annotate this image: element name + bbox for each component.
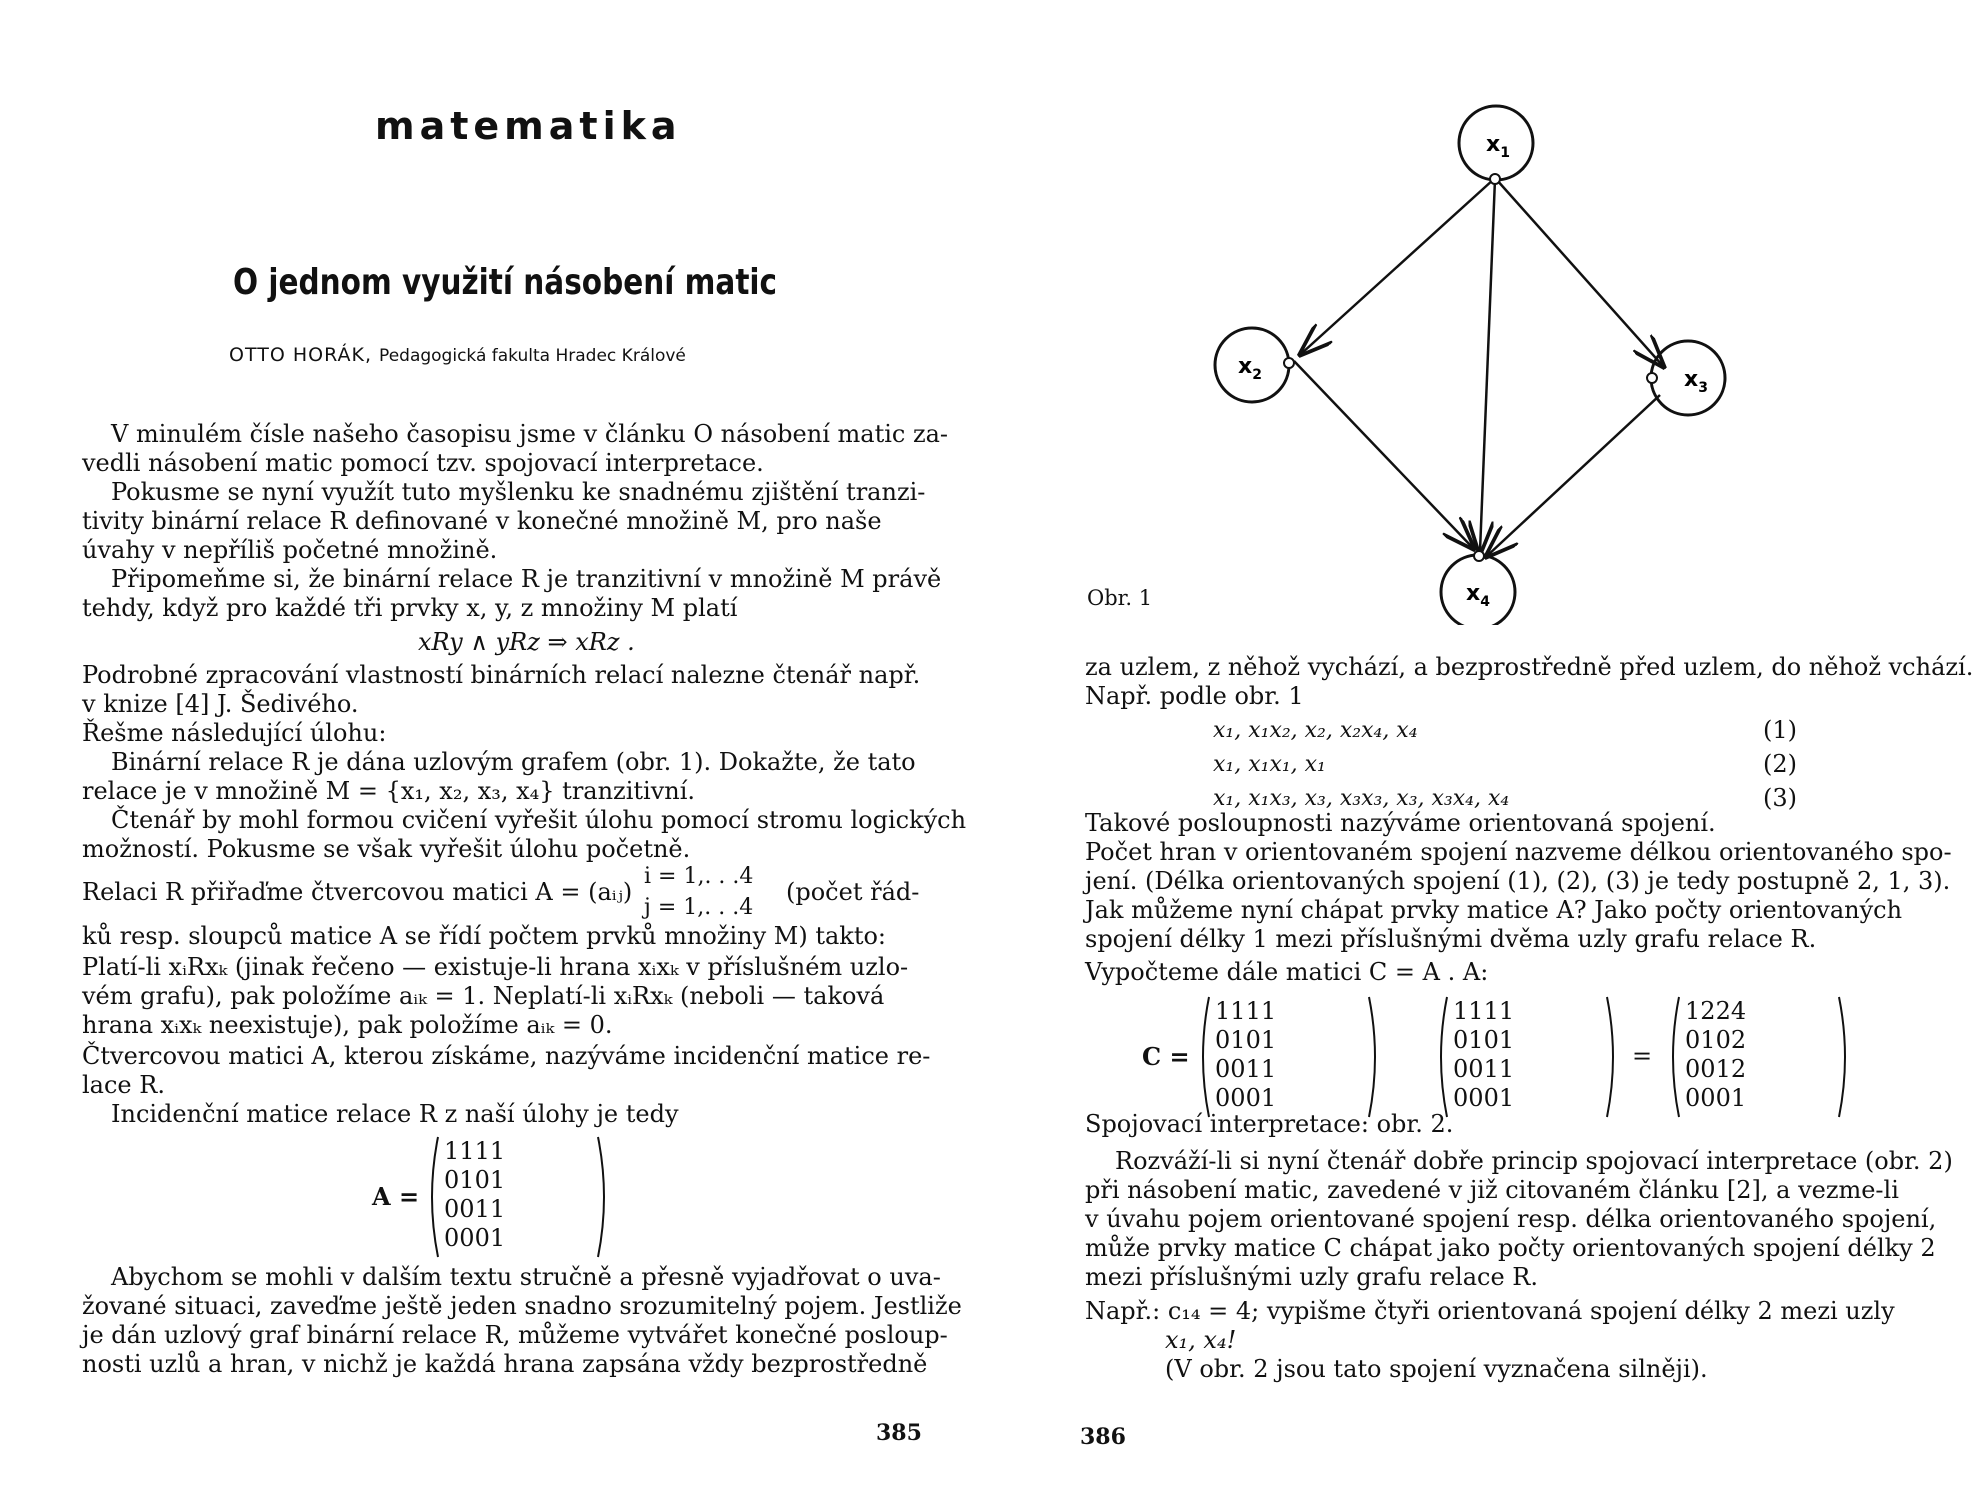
page-number: 386	[1080, 1424, 1126, 1450]
matrix-c-cell: 2	[1730, 1026, 1747, 1054]
matrix-c-cell: 0	[1685, 1084, 1701, 1112]
sequence-1: x₁, x₁x₂, x₂, x₂x₄, x₄	[1213, 718, 1418, 743]
text-line: může prvky matice C chápat jako počty orientovaných spojení délky 2	[1085, 1234, 1936, 1262]
node-x1-dot	[1490, 174, 1500, 184]
text-line: (počet řád-	[786, 878, 920, 906]
matrix-cell: 0	[1245, 1084, 1261, 1112]
matrix-a-cell: 0	[474, 1224, 490, 1252]
text-line: Např.: c₁₄ = 4; vypišme čtyři orientovaná spojení délky 2 mezi uzly	[1085, 1297, 1895, 1325]
matrix-cell: 1	[1468, 997, 1484, 1025]
matrix-a-label: A =	[372, 1182, 420, 1211]
matrix-a-cell: 1	[459, 1166, 475, 1194]
matrix-c-cell: 1	[1730, 1084, 1747, 1112]
node-x2-dot	[1284, 358, 1294, 368]
matrix-cell: 0	[1483, 1026, 1499, 1054]
edge-x3-x4	[1488, 395, 1660, 555]
matrix-c-cell: 0	[1700, 1055, 1716, 1083]
matrix-cell: 1	[1453, 997, 1469, 1025]
matrix-c-cell: 0	[1715, 1084, 1731, 1112]
author-name: OTTO HORÁK,	[229, 344, 372, 366]
matrix-cell: 1	[1260, 1055, 1277, 1083]
text-line: tehdy, když pro každé tři prvky x, y, z množiny M platí	[82, 594, 738, 622]
text-line: Čtenář by mohl formou cvičení vyřešit úlohu pomocí stromu logických	[111, 806, 967, 834]
text-line: Např. podle obr. 1	[1085, 682, 1304, 710]
author-line	[229, 344, 686, 366]
matrix-cell: 1	[1498, 1084, 1515, 1112]
matrix-cell: 1	[1260, 997, 1277, 1025]
text-line: V minulém čísle našeho časopisu jsme v článku O násobení matic za-	[111, 420, 949, 448]
matrix-a-cell: 0	[474, 1166, 490, 1194]
sequence-2: x₁, x₁x₁, x₁	[1213, 752, 1326, 777]
text-line: za uzlem, z něhož vychází, a bezprostředně před uzlem, do něhož vchází.	[1085, 653, 1974, 681]
text-line: Připomeňme si, že binární relace R je tranzitivní v množině M právě	[111, 565, 942, 593]
matrix-cell: 0	[1245, 1026, 1261, 1054]
node-x3-dot	[1647, 373, 1657, 383]
matrix-c-cell: 0	[1685, 1026, 1701, 1054]
matrix-cell: 1	[1498, 997, 1515, 1025]
matrix-cell: 0	[1230, 1055, 1246, 1083]
text-line: ků resp. sloupců matice A se řídí počtem prvků množiny M) takto:	[82, 922, 886, 950]
matrix-a-cell: 0	[459, 1224, 475, 1252]
graph-figure	[1190, 95, 1750, 625]
text-line: hrana xᵢxₖ neexistuje), pak položíme aᵢₖ = 0.	[82, 1011, 613, 1039]
matrix-cell: 1	[1215, 997, 1231, 1025]
right-page	[990, 0, 1980, 1500]
text-line: vém grafu), pak položíme aᵢₖ = 1. Neplatí-li xᵢRxₖ (neboli — taková	[82, 982, 885, 1010]
text-line: Spojovací interpretace: obr. 2.	[1085, 1110, 1454, 1138]
matrix-cell: 0	[1215, 1055, 1231, 1083]
text-line: Incidenční matice relace R z naší úlohy je tedy	[111, 1100, 679, 1128]
text-line: Platí-li xᵢRxₖ (jinak řečeno — existuje-li hrana xᵢxₖ v příslušném uzlo-	[82, 953, 909, 981]
matrix-c-cell: 0	[1685, 1055, 1701, 1083]
matrix-a-cell: 1	[489, 1195, 506, 1223]
text-line: Jak můžeme nyní chápat prvky matice A? Jako počty orientovaných	[1085, 896, 1903, 924]
node-x4-label: $x_4$	[1466, 581, 1490, 610]
page-number: 385	[876, 1420, 922, 1446]
matrix-cell: 1	[1498, 1026, 1515, 1054]
matrix-a-cell: 1	[489, 1166, 506, 1194]
article-title: O jednom využití násobení matic	[233, 262, 778, 303]
matrix-a-cell: 1	[474, 1137, 490, 1165]
matrix-a-cell: 0	[444, 1166, 460, 1194]
sequence-3: x₁, x₁x₃, x₃, x₃x₃, x₃, x₃x₄, x₄	[1213, 786, 1510, 811]
text-line: Pokusme se nyní využít tuto myšlenku ke snadnému zjištění tranzi-	[111, 478, 926, 506]
text-line: x₁, x₄!	[1165, 1326, 1237, 1354]
text-line: jení. (Délka orientovaných spojení (1), (2), (3) je tedy postupně 2, 1, 3).	[1085, 867, 1951, 895]
matrix-cell: 0	[1468, 1084, 1484, 1112]
matrix-c-cell: 4	[1730, 997, 1747, 1025]
matrix-a-cell: 0	[444, 1195, 460, 1223]
text-line: Rozváží-li si nyní čtenář dobře princip spojovací interpretace (obr. 2)	[1115, 1147, 1953, 1175]
matrix-cell: 0	[1215, 1026, 1231, 1054]
matrix-cell: 0	[1453, 1084, 1469, 1112]
edge-x1-x3	[1496, 179, 1662, 365]
matrix-cell: 1	[1483, 997, 1499, 1025]
matrix-cell: 0	[1483, 1084, 1499, 1112]
text-line: žované situaci, zaveďme ještě jeden snadno srozumitelný pojem. Jestliže	[82, 1292, 962, 1320]
index-range-j: j = 1,. . .4	[644, 895, 754, 920]
text-line: v knize [4] J. Šedivého.	[82, 690, 359, 718]
matrix-cell: 1	[1260, 1026, 1277, 1054]
matrix-cell: 1	[1230, 1026, 1246, 1054]
matrix-cell: 0	[1468, 1055, 1484, 1083]
author-affiliation: Pedagogická fakulta Hradec Králové	[379, 346, 686, 366]
text-line: (V obr. 2 jsou tato spojení vyznačena silněji).	[1165, 1355, 1708, 1383]
edge-x1-x4	[1480, 179, 1495, 551]
text-line: při násobení matic, zavedené v již citovaném článku [2], a vezme-li	[1085, 1176, 1899, 1204]
matrix-a-cell: 0	[444, 1224, 460, 1252]
edge-x1-x2	[1302, 179, 1494, 353]
text-line: Binární relace R je dána uzlovým grafem (obr. 1). Dokažte, že tato	[111, 748, 916, 776]
text-line: v úvahu pojem orientované spojení resp. délka orientovaného spojení,	[1085, 1205, 1937, 1233]
matrix-a-cell: 1	[489, 1224, 506, 1252]
text-line: Takové posloupnosti nazýváme orientovaná spojení.	[1085, 809, 1716, 837]
matrix-c-cell: 0	[1715, 1026, 1731, 1054]
text-line: relace je v množině M = {x₁, x₂, x₃, x₄} tranzitivní.	[82, 777, 696, 805]
text-line: Čtvercovou matici A, kterou získáme, nazýváme incidenční matice re-	[82, 1042, 931, 1070]
text-line: je dán uzlový graf binární relace R, můžeme vytvářet konečné posloup-	[82, 1321, 948, 1349]
text-line: Abychom se mohli v dalším textu stručně a přesně vyjadřovat o uva-	[111, 1263, 941, 1291]
matrix-c-cell: 1	[1715, 1055, 1731, 1083]
matrix-c-cell: 2	[1700, 997, 1716, 1025]
matrix-c-cell: 2	[1715, 997, 1731, 1025]
matrix-a-cell: 1	[459, 1137, 475, 1165]
text-line: možností. Pokusme se však vyřešit úlohu početně.	[82, 835, 691, 863]
matrix-cell: 1	[1498, 1055, 1515, 1083]
formula-transitivity: xRy ∧ yRz ⇒ xRz .	[418, 628, 635, 656]
node-x3-label: $x_3$	[1684, 367, 1708, 396]
matrix-cell: 0	[1453, 1026, 1469, 1054]
equation-number: (2)	[1763, 750, 1797, 778]
matrix-cell: 1	[1483, 1055, 1499, 1083]
text-line: Počet hran v orientovaném spojení nazveme délkou orientovaného spo-	[1085, 838, 1952, 866]
equation-number: (1)	[1763, 716, 1797, 744]
text-line: vedli násobení matic pomocí tzv. spojovací interpretace.	[82, 449, 764, 477]
matrix-a-cell: 1	[489, 1137, 506, 1165]
matrix-c-cell: 1	[1685, 997, 1701, 1025]
equals-sign: =	[1632, 1042, 1653, 1070]
text-line: nosti uzlů a hran, v nichž je každá hrana zapsána vždy bezprostředně	[82, 1350, 928, 1378]
matrix-c-cell: 1	[1700, 1026, 1716, 1054]
edge-x2-x4	[1294, 361, 1472, 547]
text-line: spojení délky 1 mezi příslušnými dvěma uzly grafu relace R.	[1085, 925, 1817, 953]
matrix-a-cell: 1	[474, 1195, 490, 1223]
matrix-cell: 1	[1230, 997, 1246, 1025]
text-line: mezi příslušnými uzly grafu relace R.	[1085, 1263, 1538, 1291]
index-range-i: i = 1,. . .4	[644, 864, 754, 889]
matrix-cell: 1	[1245, 997, 1261, 1025]
matrix-cell: 1	[1468, 1026, 1484, 1054]
matrix-cell: 0	[1230, 1084, 1246, 1112]
matrix-cell: 1	[1245, 1055, 1261, 1083]
matrix-c-cell: 0	[1700, 1084, 1716, 1112]
text-line: úvahy v nepříliš početné množině.	[82, 536, 498, 564]
matrix-cell: 0	[1453, 1055, 1469, 1083]
matrix-cell: 0	[1215, 1084, 1231, 1112]
matrix-a-cell: 0	[459, 1195, 475, 1223]
text-line: lace R.	[82, 1071, 165, 1099]
matrix-a-cell: 1	[444, 1137, 460, 1165]
equation-number: (3)	[1763, 784, 1797, 812]
node-x2-label: $x_2$	[1238, 354, 1262, 383]
text-line: Podrobné zpracování vlastností binárních relací nalezne čtenář např.	[82, 661, 921, 689]
series-heading: matematika	[375, 104, 682, 148]
matrix-cell: 1	[1260, 1084, 1277, 1112]
text-line: tivity binární relace R definované v konečné množině M, pro naše	[82, 507, 882, 535]
text-line: Řešme následující úlohu:	[82, 719, 387, 747]
node-x1-label: $x_1$	[1486, 132, 1510, 161]
matrix-c-label: C =	[1142, 1042, 1190, 1071]
figure-caption: Obr. 1	[1087, 586, 1153, 610]
text-line: Relaci R přiřaďme čtvercovou matici A = (aᵢⱼ)	[82, 878, 633, 906]
node-x4-dot	[1474, 551, 1484, 561]
text-line: Vypočteme dále matici C = A . A:	[1085, 958, 1489, 986]
matrix-c-cell: 2	[1730, 1055, 1747, 1083]
